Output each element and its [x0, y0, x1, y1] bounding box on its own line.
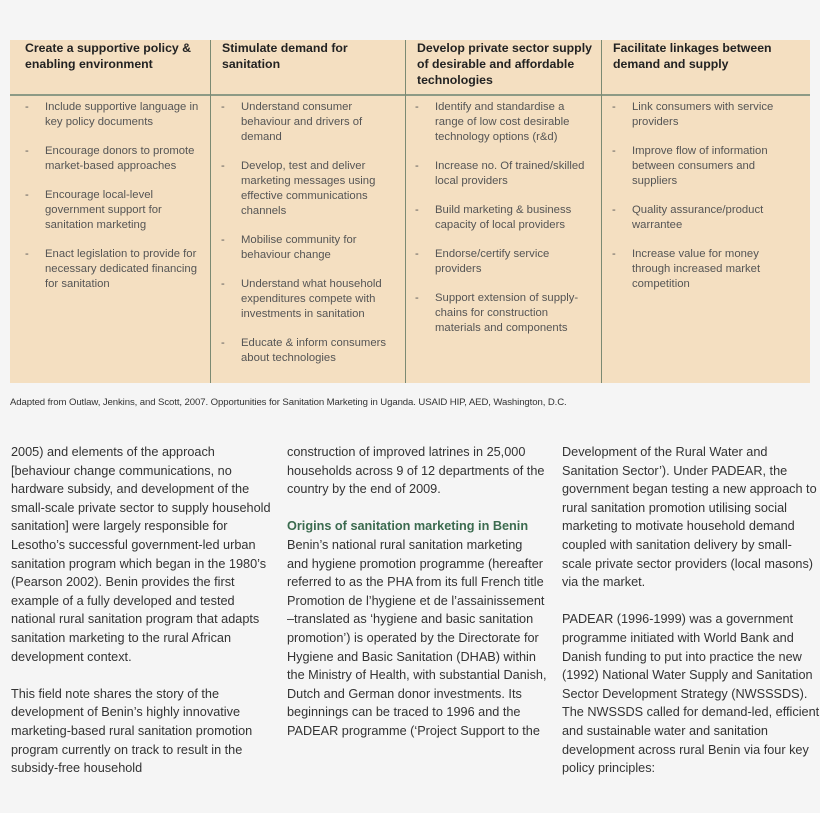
list-item: - Improve flow of information between consumers and suppliers	[612, 145, 768, 187]
body-column-3	[562, 443, 820, 796]
table-source-caption: Adapted from Outlaw, Jenkins, and Scott, 2007. Opportunities for Sanitation Marketing in Uganda. USAID HIP, AED, Washington, D.C.	[10, 397, 567, 408]
list-item: - Identify and standardise a range of low cost desirable technology options (r&d)	[415, 101, 570, 143]
column-supply-items	[410, 100, 590, 350]
list-item: - Increase value for money through increased market competition	[612, 248, 761, 290]
paragraph: PADEAR (1996-1999) was a government programme initiated with World Bank and Danish funding to put into practice the new (1992) National Water Supply and Sanitation Sector Development Strategy (NWSSSDS). The NWSSDS called for demand-led, efficient and sustainable water and sanitation development across rural Benin via four key policy principles:	[562, 612, 820, 776]
header-divider	[10, 94, 810, 96]
list-item: - Increase no. Of trained/skilled local providers	[415, 160, 585, 187]
body-column-1	[11, 443, 273, 796]
list-item: - Include supportive language in key policy documents	[25, 101, 199, 128]
list-item: - Encourage local-level government support for sanitation marketing	[25, 189, 162, 231]
list-item: - Enact legislation to provide for necessary dedicated financing for sanitation	[25, 248, 197, 290]
list-item: - Link consumers with service providers	[612, 101, 774, 128]
bullet-dash: -	[221, 234, 225, 246]
column-linkages-items	[607, 100, 787, 306]
column-heading-linkages: Facilitate linkages between demand and supply	[613, 41, 772, 71]
list-item: - Endorse/certify service providers	[415, 248, 550, 275]
sanitation-marketing-framework-table	[10, 40, 810, 383]
bullet-dash: -	[25, 189, 29, 201]
list-item: - Understand consumer behaviour and drivers of demand	[221, 101, 363, 143]
column-heading-policy: Create a supportive policy & enabling environment	[25, 41, 192, 71]
bullet-dash: -	[612, 248, 616, 260]
list-item: - Educate & inform consumers about technologies	[221, 337, 387, 364]
list-item: - Encourage donors to promote market-based approaches	[25, 145, 195, 172]
column-heading-demand: Stimulate demand for sanitation	[222, 41, 348, 71]
column-divider	[601, 40, 602, 383]
bullet-dash: -	[25, 145, 29, 157]
bullet-dash: -	[415, 204, 419, 216]
list-item: - Mobilise community for behaviour change	[221, 234, 357, 261]
bullet-dash: -	[612, 204, 616, 216]
list-item: - Quality assurance/product warrantee	[612, 204, 764, 231]
bullet-dash: -	[415, 292, 419, 304]
list-item: - Understand what household expenditures compete with investments in sanitation	[221, 278, 382, 320]
list-item: - Support extension of supply-chains for construction materials and components	[415, 292, 579, 334]
body-column-2	[287, 443, 547, 759]
bullet-dash: -	[221, 160, 225, 172]
bullet-dash: -	[612, 101, 616, 113]
paragraph: Benin’s national rural sanitation marketing and hygiene promotion programme (hereafter referred to as the PHA from its full French title Promotion de l’hygiene et de l’assainissement –translated as ‘hygiene and basic sanitation promotion’) is operated by the Directorate for Hygiene and Basic Sanitation (DHAB) within the Ministry of Health, with substantial Danish, Dutch and German donor investments. Its beginnings can be traced to 1996 and the PADEAR programme (‘Project Support to the	[287, 537, 547, 738]
bullet-dash: -	[25, 101, 29, 113]
column-heading-supply: Develop private sector supply of desirable and affordable technologies	[417, 41, 592, 87]
list-item: - Develop, test and deliver marketing messages using effective communications channels	[221, 160, 376, 217]
column-divider	[405, 40, 406, 383]
bullet-dash: -	[221, 278, 225, 290]
paragraph: 2005) and elements of the approach [behaviour change communications, no hardware subsidy, and development of the small-scale private sector to supply household sanitation] were largely responsible for Lesotho’s successful government-led urban sanitation program which began in the 1980’s (Pearson 2002). Benin provides the first example of a fully developed and tested national rural sanitation program that adapts sanitation marketing to the rural African development context.	[11, 445, 271, 664]
bullet-dash: -	[612, 145, 616, 157]
paragraph: Development of the Rural Water and Sanitation Sector’). Under PADEAR, the government began testing a new approach to rural sanitation promotion utilising social marketing to motivate household demand coupled with sanitation delivery by small-scale private sector providers (local masons) via the market.	[562, 445, 817, 590]
bullet-dash: -	[415, 160, 419, 172]
paragraph: This field note shares the story of the development of Benin’s highly innovative marketing-based rural sanitation promotion program currently on track to result in the subsidy-free household	[11, 686, 253, 776]
column-demand-items	[216, 100, 399, 380]
bullet-dash: -	[25, 248, 29, 260]
column-policy-items	[20, 100, 205, 306]
column-divider	[210, 40, 211, 383]
list-item: - Build marketing & business capacity of local providers	[415, 204, 572, 231]
bullet-dash: -	[415, 248, 419, 260]
bullet-dash: -	[221, 337, 225, 349]
bullet-dash: -	[221, 101, 225, 113]
bullet-dash: -	[415, 101, 419, 113]
paragraph: construction of improved latrines in 25,000 households across 9 of 12 departments of the country by the end of 2009.	[287, 445, 545, 497]
section-subheading: Origins of sanitation marketing in Benin	[287, 519, 529, 534]
